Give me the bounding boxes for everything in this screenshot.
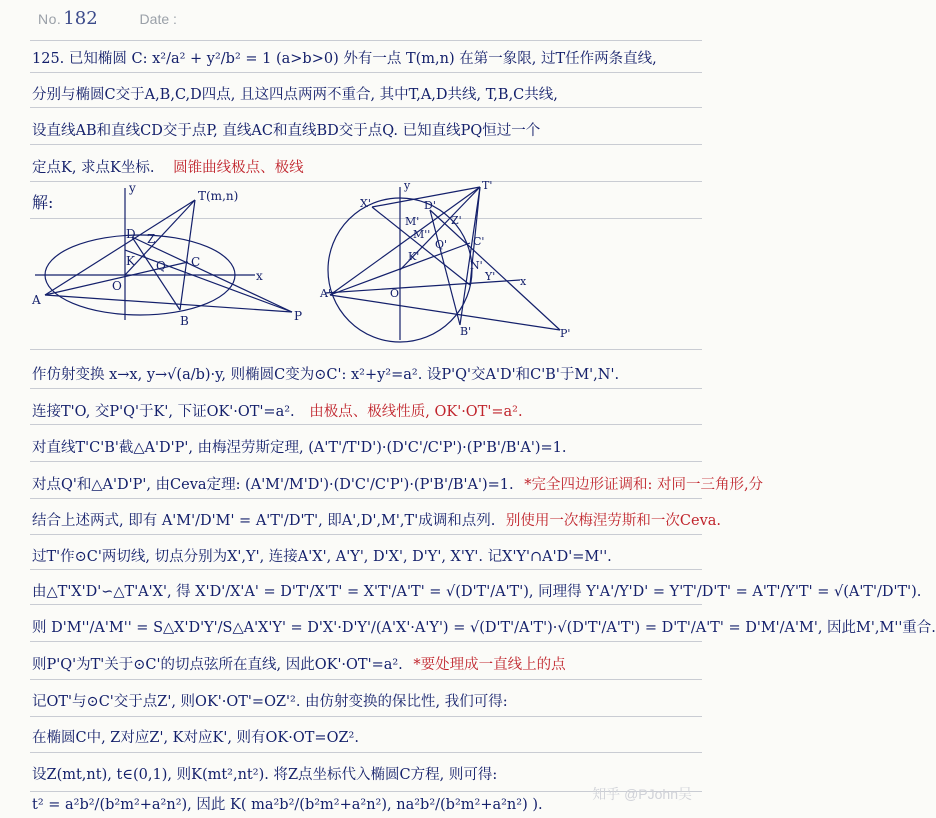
- solution-line-5: [32, 510, 722, 532]
- ruled-line: [30, 144, 702, 145]
- solution-label: 解:: [32, 193, 54, 212]
- ruled-line: [30, 107, 702, 108]
- ruled-line: [30, 388, 702, 389]
- label-y-point: Y': [485, 270, 496, 283]
- ruled-line: [30, 424, 702, 425]
- label-d: D': [424, 199, 436, 212]
- solution-line-9-note: *要处理成一直线上的点: [413, 657, 566, 673]
- line-ta: [330, 187, 480, 295]
- solution-line-2-text: 连接T'O, 交P'Q'于K', 下证OK'·OT'=a².: [32, 404, 295, 420]
- label-a: A': [320, 287, 331, 300]
- problem-line-1: 125. 已知椭圆 C: x²/a² + y²/b² = 1 (a>b>0) 外有一点 T(m,n) 在第一象限, 过T任作两条直线,: [32, 51, 657, 67]
- ruled-line: [30, 349, 702, 350]
- solution-line-2-note: 由极点、极线性质, OK'·OT'=a².: [309, 404, 523, 420]
- label-x: X': [360, 197, 371, 210]
- line-ap: [330, 295, 560, 330]
- label-n: N': [470, 259, 483, 272]
- label-a: A: [32, 293, 41, 307]
- label-d: D: [126, 227, 136, 241]
- topic-note: 圆锥曲线极点、极线: [173, 160, 304, 176]
- solution-line-5-text: 结合上述两式, 即有 A'M'/D'M' = A'T'/D'T', 即A',D',M',T'成调和点列.: [32, 513, 496, 529]
- ruled-line: [30, 641, 702, 642]
- figure-ellipse: [30, 180, 320, 330]
- page-number-label: No.: [38, 11, 62, 27]
- solution-line-5-note: 别使用一次梅涅劳斯和一次Ceva.: [505, 513, 722, 529]
- solution-line-12: 设Z(mt,nt), t∈(0,1), 则K(mt²,nt²). 将Z点坐标代入椭圆C方程, 则可得:: [32, 767, 498, 783]
- label-q: Q': [435, 238, 448, 251]
- ruled-line: [30, 40, 702, 41]
- page-header: [38, 8, 177, 29]
- label-p: P: [294, 309, 303, 323]
- ruled-line: [30, 604, 702, 605]
- figure-circle: [320, 175, 610, 345]
- label-c: C': [473, 235, 485, 248]
- line-ap: [45, 295, 292, 312]
- ruled-line: [30, 569, 702, 570]
- problem-line-4-text: 定点K, 求点K坐标.: [32, 160, 155, 176]
- label-k: K': [408, 250, 420, 263]
- solution-line-10: 记OT'与⊙C'交于点Z', 则OK'·OT'=OZ'². 由仿射变换的保比性, 我们可得:: [32, 694, 508, 710]
- label-y-axis: y: [129, 181, 136, 195]
- line-db: [430, 210, 460, 325]
- label-x-axis: x: [520, 275, 527, 288]
- label-b: B': [460, 325, 472, 338]
- solution-line-9: [32, 654, 700, 676]
- problem-line-3: 设直线AB和直线CD交于点P, 直线AC和直线BD交于点Q. 已知直线PQ恒过一个: [32, 123, 541, 139]
- label-z: Z': [451, 214, 462, 227]
- solution-line-4-note: *完全四边形证调和: 对同一三角形,分: [524, 477, 764, 493]
- label-x-axis: x: [256, 269, 263, 283]
- label-y-axis: y: [404, 179, 411, 192]
- problem-line-2: 分别与椭圆C交于A,B,C,D四点, 且这四点两两不重合, 其中T,A,D共线, T,B,C共线,: [32, 87, 558, 103]
- solution-line-6: 过T'作⊙C'两切线, 切点分别为X',Y', 连接A'X', A'Y', D'X', D'Y', X'Y'. 记X'Y'∩A'D'=M''.: [32, 549, 612, 565]
- ruled-line: [30, 679, 702, 680]
- label-t: T': [482, 179, 493, 192]
- solution-line-9-text: 则P'Q'为T'关于⊙C'的切点弦所在直线, 因此OK'·OT'=a².: [32, 657, 403, 673]
- label-c: C: [191, 255, 201, 269]
- ruled-line: [30, 534, 702, 535]
- date-label: Date :: [139, 11, 177, 27]
- ruled-line: [30, 498, 702, 499]
- label-b: B: [180, 314, 189, 328]
- watermark: 知乎 @PJohn吴: [592, 786, 692, 802]
- line-tb: [460, 187, 480, 325]
- label-o: O: [112, 279, 122, 293]
- label-m: M': [405, 215, 420, 228]
- ruled-line: [30, 461, 702, 462]
- label-t: T(m,n): [198, 189, 239, 203]
- solution-line-8: 则 D'M''/A'M'' = S△X'D'Y'/S△A'X'Y' = D'X'·D'Y'/(A'X'·A'Y') = √(D'T'/A'T')·√(D'T'/A'T') = D'T'/A'T' = D'M'/A'M', 因此M',M''重合.: [32, 620, 936, 636]
- label-m2: M'': [413, 228, 431, 241]
- label-o: O: [390, 287, 400, 300]
- solution-line-2: [32, 401, 700, 423]
- solution-line-7: 由△T'X'D'∽△T'A'X', 得 X'D'/X'A' = D'T'/X'T' = X'T'/A'T' = √(D'T'/A'T'), 同理得 Y'A'/Y'D' = Y'T'/D'T' = A'T'/Y'T' = √(A'T'/D'T').: [32, 584, 922, 600]
- solution-line-4-text: 对点Q'和△A'D'P', 由Ceva定理: (A'M'/M'D')·(D'C'/C'P')·(P'B'/B'A')=1.: [32, 477, 514, 493]
- solution-line-1: 作仿射变换 x→x, y→√(a/b)·y, 则椭圆C变为⊙C': x²+y²=a². 设P'Q'交A'D'和C'B'于M',N'.: [32, 367, 620, 383]
- label-p: P': [560, 327, 571, 340]
- solution-line-13: t² = a²b²/(b²m²+a²n²), 因此 K( ma²b²/(b²m²+a²n²), na²b²/(b²m²+a²n²) ).: [32, 797, 543, 813]
- solution-line-11: 在椭圆C中, Z对应Z', K对应K', 则有OK·OT=OZ².: [32, 730, 359, 746]
- solution-line-4: [32, 474, 764, 496]
- label-k: K: [126, 254, 135, 268]
- label-z: Z: [147, 232, 156, 246]
- label-q: Q: [156, 259, 166, 273]
- solution-line-3: 对直线T'C'B'截△A'D'P', 由梅涅劳斯定理, (A'T'/T'D')·(D'C'/C'P')·(P'B'/B'A')=1.: [32, 440, 567, 456]
- ruled-line: [30, 752, 702, 753]
- page-number-value: 182: [63, 8, 98, 29]
- ruled-line: [30, 716, 702, 717]
- ruled-line: [30, 72, 702, 73]
